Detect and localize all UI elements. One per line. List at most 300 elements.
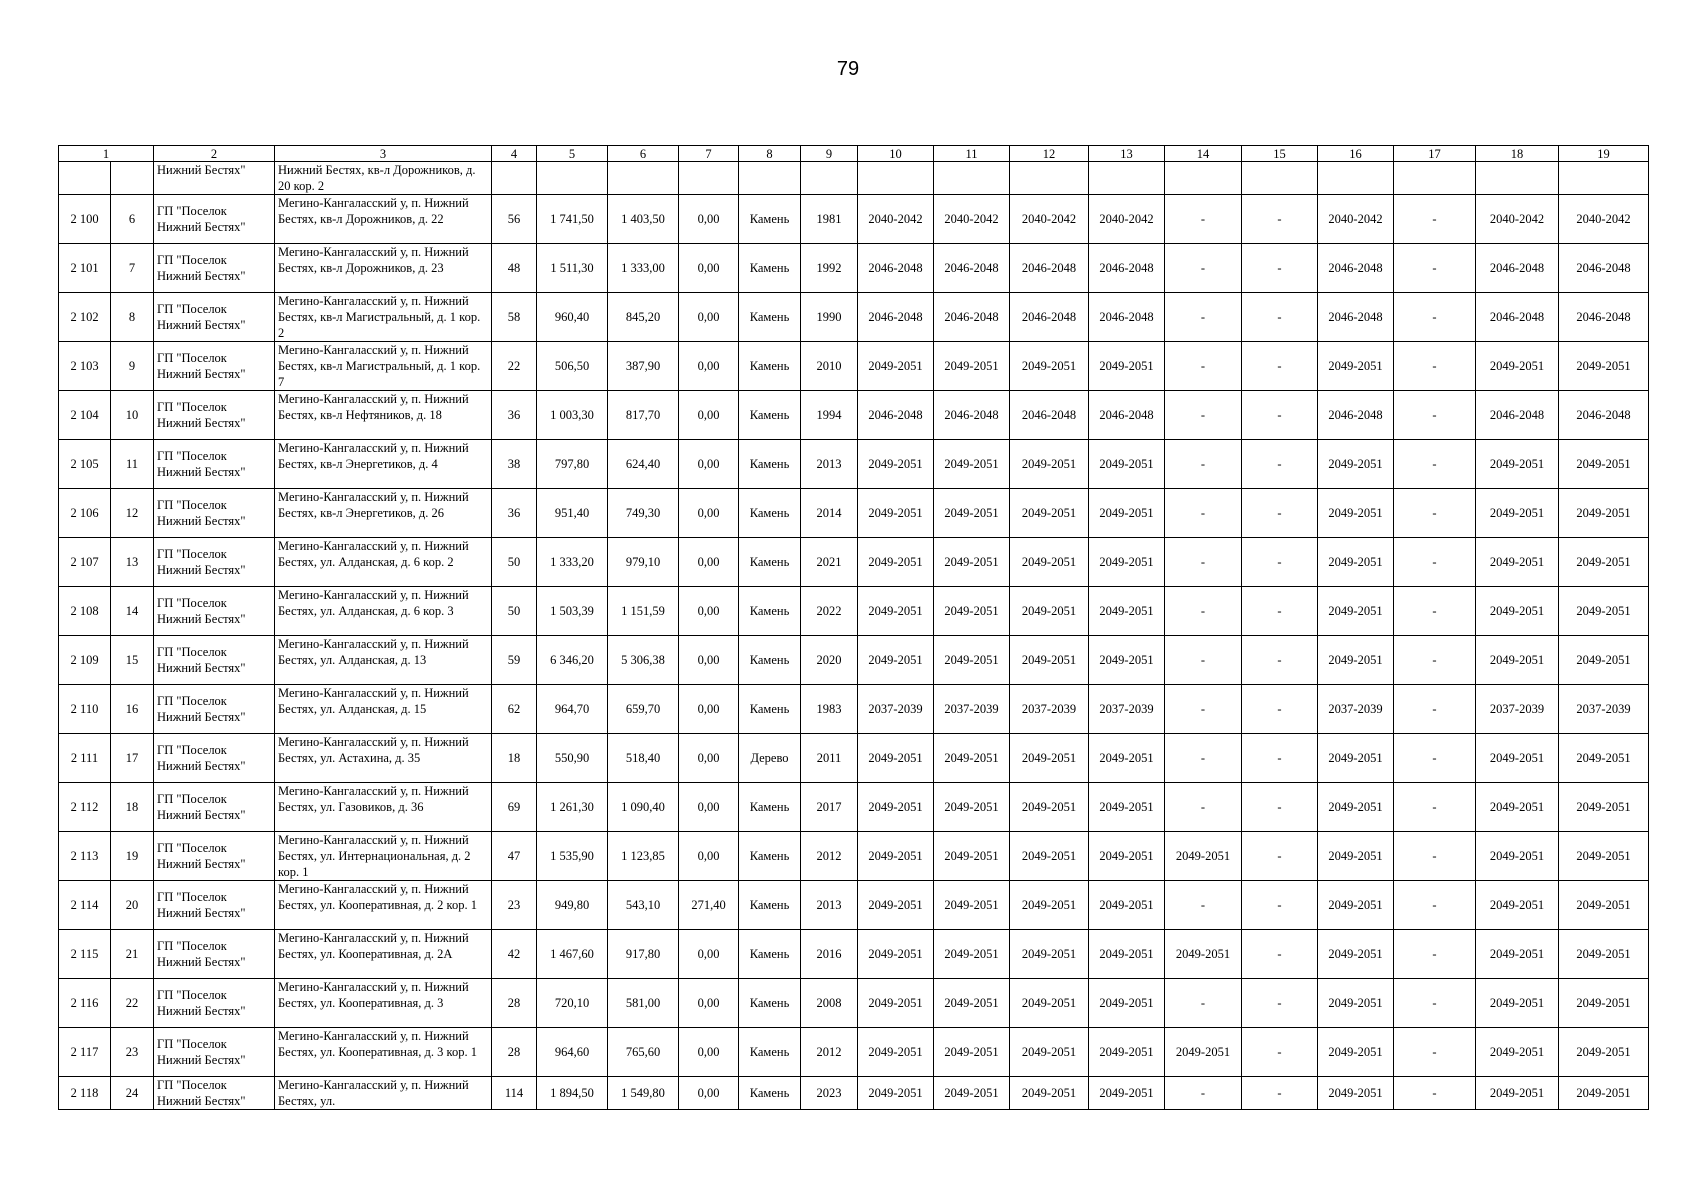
address-cell: Мегино-Кангаласский у, п. Нижний Бестях, ул. Кооперативная, д. 3 кор. 1 [275,1028,492,1077]
table-cell [608,162,679,195]
period-cell: - [1242,832,1318,881]
table-cell [1165,162,1242,195]
table-body [59,162,1649,1110]
settlement-cell: ГП "Поселок Нижний Бестях" [154,342,275,391]
period-cell: 2037-2039 [1010,685,1089,734]
period-cell: - [1394,391,1476,440]
period-cell: 2046-2048 [1318,391,1394,440]
count-cell: 36 [492,391,537,440]
column-header: 10 [858,146,934,162]
year-cell: 1983 [801,685,858,734]
sub-number-cell: 12 [111,489,154,538]
period-cell: - [1394,685,1476,734]
sub-number-cell: 19 [111,832,154,881]
period-cell: 2049-2051 [1089,832,1165,881]
count-cell: 58 [492,293,537,342]
material-cell: Дерево [739,734,801,783]
period-cell: - [1165,391,1242,440]
settlement-cell: ГП "Поселок Нижний Бестях" [154,1028,275,1077]
period-cell: 2049-2051 [934,342,1010,391]
housing-register-table [58,145,1649,1110]
period-cell: 2040-2042 [1089,195,1165,244]
table-cell [1559,162,1649,195]
period-cell: 2037-2039 [934,685,1010,734]
period-cell: 2049-2051 [1010,538,1089,587]
period-cell: 2049-2051 [934,587,1010,636]
period-cell: 2049-2051 [1318,636,1394,685]
area-cell: 817,70 [608,391,679,440]
period-cell: 2037-2039 [1559,685,1649,734]
period-cell: - [1242,1077,1318,1110]
count-cell: 38 [492,440,537,489]
table-row [59,391,1649,440]
period-cell: 2049-2051 [858,587,934,636]
area-cell: 1 403,50 [608,195,679,244]
period-cell: 2040-2042 [1318,195,1394,244]
table-row [59,1028,1649,1077]
year-cell: 1981 [801,195,858,244]
column-header: 6 [608,146,679,162]
area-cell: 765,60 [608,1028,679,1077]
address-cell: Мегино-Кангаласский у, п. Нижний Бестях, ул. Интернациональная, д. 2 кор. 1 [275,832,492,881]
period-cell: 2049-2051 [1476,734,1559,783]
period-cell: - [1242,979,1318,1028]
period-cell: 2049-2051 [1476,587,1559,636]
period-cell: 2049-2051 [1010,881,1089,930]
column-header: 17 [1394,146,1476,162]
settlement-cell: ГП "Поселок Нижний Бестях" [154,685,275,734]
sub-number-cell: 14 [111,587,154,636]
period-cell: 2049-2051 [1559,538,1649,587]
period-cell: 2046-2048 [934,293,1010,342]
row-number-cell: 2 110 [59,685,111,734]
period-cell: 2049-2051 [934,1077,1010,1110]
period-cell: 2049-2051 [1476,440,1559,489]
settlement-cell: ГП "Поселок Нижний Бестях" [154,636,275,685]
row-number-cell: 2 113 [59,832,111,881]
settlement-cell: ГП "Поселок Нижний Бестях" [154,489,275,538]
settlement-cell: ГП "Поселок Нижний Бестях" [154,832,275,881]
period-cell: - [1165,587,1242,636]
area-cell: 550,90 [537,734,608,783]
period-cell: 2049-2051 [1165,832,1242,881]
year-cell: 2014 [801,489,858,538]
period-cell: 2049-2051 [934,979,1010,1028]
area-cell: 964,70 [537,685,608,734]
year-cell: 2016 [801,930,858,979]
area-cell: 1 535,90 [537,832,608,881]
material-cell: Камень [739,587,801,636]
period-cell: - [1165,538,1242,587]
period-cell: 2046-2048 [1559,293,1649,342]
period-cell: 2049-2051 [1476,1028,1559,1077]
table-row [59,930,1649,979]
year-cell: 1992 [801,244,858,293]
period-cell: 2046-2048 [858,244,934,293]
address-cell: Мегино-Кангаласский у, п. Нижний Бестях, кв-л Дорожников, д. 23 [275,244,492,293]
area-cell: 960,40 [537,293,608,342]
table-cell [111,162,154,195]
column-header: 4 [492,146,537,162]
address-cell: Мегино-Кангаласский у, п. Нижний Бестях, ул. Алданская, д. 13 [275,636,492,685]
period-cell: 2049-2051 [858,489,934,538]
table-row [59,293,1649,342]
table-row [59,979,1649,1028]
period-cell: 2046-2048 [1318,244,1394,293]
column-number-row [59,146,1649,162]
period-cell: 2049-2051 [1318,979,1394,1028]
address-cell: Мегино-Кангаласский у, п. Нижний Бестях, ул. Алданская, д. 15 [275,685,492,734]
sub-number-cell: 16 [111,685,154,734]
area-cell: 271,40 [679,881,739,930]
period-cell: 2049-2051 [934,881,1010,930]
period-cell: 2049-2051 [1010,587,1089,636]
address-cell: Мегино-Кангаласский у, п. Нижний Бестях, ул. Газовиков, д. 36 [275,783,492,832]
address-cell: Мегино-Кангаласский у, п. Нижний Бестях, ул. Астахина, д. 35 [275,734,492,783]
period-cell: - [1165,440,1242,489]
period-cell: 2046-2048 [1089,293,1165,342]
row-number-cell: 2 104 [59,391,111,440]
count-cell: 69 [492,783,537,832]
table-cell [1089,162,1165,195]
area-cell: 0,00 [679,538,739,587]
period-cell: 2049-2051 [1559,587,1649,636]
area-cell: 720,10 [537,979,608,1028]
count-cell: 23 [492,881,537,930]
sub-number-cell: 10 [111,391,154,440]
settlement-cell: ГП "Поселок Нижний Бестях" [154,734,275,783]
table-cell [934,162,1010,195]
period-cell: 2046-2048 [1089,391,1165,440]
period-cell: - [1242,783,1318,832]
area-cell: 0,00 [679,832,739,881]
period-cell: 2046-2048 [1476,244,1559,293]
area-cell: 1 123,85 [608,832,679,881]
sub-number-cell: 7 [111,244,154,293]
period-cell: - [1165,1077,1242,1110]
row-number-cell: 2 117 [59,1028,111,1077]
material-cell: Камень [739,244,801,293]
period-cell: - [1394,930,1476,979]
column-header: 13 [1089,146,1165,162]
year-cell: 2010 [801,342,858,391]
sub-number-cell: 8 [111,293,154,342]
period-cell: 2049-2051 [1476,832,1559,881]
period-cell: 2049-2051 [1318,538,1394,587]
count-cell: 28 [492,979,537,1028]
material-cell: Камень [739,1028,801,1077]
sub-number-cell: 21 [111,930,154,979]
period-cell: 2049-2051 [1318,489,1394,538]
table-cell [492,162,537,195]
period-cell: - [1394,440,1476,489]
count-cell: 48 [492,244,537,293]
period-cell: 2049-2051 [1089,636,1165,685]
area-cell: 0,00 [679,685,739,734]
sub-number-cell: 20 [111,881,154,930]
row-number-cell: 2 116 [59,979,111,1028]
area-cell: 0,00 [679,440,739,489]
table-row [59,538,1649,587]
table-cell [679,162,739,195]
period-cell: - [1242,1028,1318,1077]
material-cell: Камень [739,783,801,832]
area-cell: 1 003,30 [537,391,608,440]
settlement-cell: ГП "Поселок Нижний Бестях" [154,587,275,636]
period-cell: - [1165,685,1242,734]
material-cell: Камень [739,342,801,391]
row-number-cell: 2 108 [59,587,111,636]
column-header: 2 [154,146,275,162]
count-cell: 42 [492,930,537,979]
period-cell: 2049-2051 [858,979,934,1028]
area-cell: 0,00 [679,734,739,783]
period-cell: 2049-2051 [1318,1028,1394,1077]
period-cell: - [1165,489,1242,538]
year-cell: 1990 [801,293,858,342]
period-cell: - [1165,783,1242,832]
period-cell: 2037-2039 [1318,685,1394,734]
sub-number-cell: 11 [111,440,154,489]
page-number: 79 [836,58,860,80]
area-cell: 0,00 [679,979,739,1028]
count-cell: 50 [492,587,537,636]
settlement-cell: ГП "Поселок Нижний Бестях" [154,783,275,832]
period-cell: 2049-2051 [934,832,1010,881]
period-cell: 2049-2051 [1010,979,1089,1028]
period-cell: 2046-2048 [1476,293,1559,342]
period-cell: 2049-2051 [1559,342,1649,391]
table-row [59,244,1649,293]
period-cell: - [1394,1028,1476,1077]
period-cell: - [1165,979,1242,1028]
period-cell: 2049-2051 [1010,440,1089,489]
settlement-cell: ГП "Поселок Нижний Бестях" [154,244,275,293]
row-number-cell: 2 106 [59,489,111,538]
area-cell: 1 741,50 [537,195,608,244]
count-cell: 28 [492,1028,537,1077]
year-cell: 2021 [801,538,858,587]
row-number-cell: 2 107 [59,538,111,587]
period-cell: 2049-2051 [1089,783,1165,832]
column-header: 12 [1010,146,1089,162]
table-cell [739,162,801,195]
period-cell: - [1242,538,1318,587]
period-cell: - [1394,979,1476,1028]
period-cell: 2037-2039 [1476,685,1559,734]
period-cell: 2049-2051 [1165,1028,1242,1077]
year-cell: 2013 [801,881,858,930]
count-cell: 47 [492,832,537,881]
period-cell: 2049-2051 [1010,342,1089,391]
area-cell: 797,80 [537,440,608,489]
period-cell: 2049-2051 [1089,587,1165,636]
period-cell: 2049-2051 [1089,979,1165,1028]
row-number-cell: 2 115 [59,930,111,979]
material-cell: Камень [739,391,801,440]
period-cell: - [1242,881,1318,930]
period-cell: 2049-2051 [858,881,934,930]
period-cell: - [1242,244,1318,293]
period-cell: 2049-2051 [1318,342,1394,391]
row-number-cell: 2 105 [59,440,111,489]
period-cell: 2049-2051 [1318,440,1394,489]
area-cell: 964,60 [537,1028,608,1077]
column-header: 18 [1476,146,1559,162]
area-cell: 0,00 [679,489,739,538]
area-cell: 1 261,30 [537,783,608,832]
column-header: 11 [934,146,1010,162]
area-cell: 1 511,30 [537,244,608,293]
row-number-cell: 2 102 [59,293,111,342]
year-cell: 2011 [801,734,858,783]
period-cell: 2049-2051 [1089,734,1165,783]
period-cell: 2049-2051 [858,342,934,391]
period-cell: 2049-2051 [1476,979,1559,1028]
period-cell: 2037-2039 [1089,685,1165,734]
period-cell: - [1242,195,1318,244]
settlement-cell: ГП "Поселок Нижний Бестях" [154,391,275,440]
settlement-cell: Нижний Бестях" [154,162,275,195]
area-cell: 543,10 [608,881,679,930]
table-cell [1476,162,1559,195]
period-cell: 2049-2051 [858,538,934,587]
period-cell: 2049-2051 [1010,489,1089,538]
area-cell: 1 151,59 [608,587,679,636]
area-cell: 749,30 [608,489,679,538]
period-cell: - [1242,685,1318,734]
period-cell: 2046-2048 [1089,244,1165,293]
column-header: 9 [801,146,858,162]
period-cell: 2049-2051 [934,489,1010,538]
table-row [59,342,1649,391]
sub-number-cell: 18 [111,783,154,832]
settlement-cell: ГП "Поселок Нижний Бестях" [154,440,275,489]
period-cell: - [1242,440,1318,489]
row-number-cell: 2 112 [59,783,111,832]
column-header: 19 [1559,146,1649,162]
period-cell: 2046-2048 [934,244,1010,293]
area-cell: 387,90 [608,342,679,391]
period-cell: 2049-2051 [1559,1028,1649,1077]
table-cell [1242,162,1318,195]
area-cell: 5 306,38 [608,636,679,685]
material-cell: Камень [739,685,801,734]
row-number-cell: 2 114 [59,881,111,930]
period-cell: 2040-2042 [1010,195,1089,244]
material-cell: Камень [739,979,801,1028]
period-cell: 2049-2051 [1476,783,1559,832]
period-cell: - [1165,195,1242,244]
period-cell: 2040-2042 [934,195,1010,244]
row-number-cell: 2 109 [59,636,111,685]
period-cell: 2046-2048 [858,293,934,342]
period-cell: 2049-2051 [1476,342,1559,391]
period-cell: - [1242,930,1318,979]
period-cell: 2046-2048 [1010,293,1089,342]
table-row [59,440,1649,489]
period-cell: 2049-2051 [858,1077,934,1110]
material-cell: Камень [739,440,801,489]
address-cell: Мегино-Кангаласский у, п. Нижний Бестях, кв-л Энергетиков, д. 26 [275,489,492,538]
table-cell [858,162,934,195]
table-cell [537,162,608,195]
area-cell: 949,80 [537,881,608,930]
period-cell: 2049-2051 [1089,440,1165,489]
period-cell: 2049-2051 [1476,636,1559,685]
address-cell: Мегино-Кангаласский у, п. Нижний Бестях, кв-л Магистральный, д. 1 кор. 7 [275,342,492,391]
table-cell [1394,162,1476,195]
period-cell: 2049-2051 [1559,979,1649,1028]
count-cell: 62 [492,685,537,734]
period-cell: 2049-2051 [1476,489,1559,538]
area-cell: 0,00 [679,587,739,636]
year-cell: 1994 [801,391,858,440]
area-cell: 0,00 [679,244,739,293]
period-cell: 2049-2051 [1089,538,1165,587]
period-cell: - [1394,587,1476,636]
count-cell: 22 [492,342,537,391]
period-cell: 2049-2051 [1089,1077,1165,1110]
count-cell: 56 [492,195,537,244]
period-cell: 2049-2051 [1559,881,1649,930]
period-cell: 2049-2051 [1010,1077,1089,1110]
period-cell: - [1242,391,1318,440]
year-cell: 2022 [801,587,858,636]
period-cell: - [1394,538,1476,587]
period-cell: 2049-2051 [1010,783,1089,832]
year-cell: 2013 [801,440,858,489]
address-cell: Мегино-Кангаласский у, п. Нижний Бестях, ул. Алданская, д. 6 кор. 3 [275,587,492,636]
material-cell: Камень [739,881,801,930]
year-cell: 2012 [801,832,858,881]
area-cell: 0,00 [679,1028,739,1077]
period-cell: - [1394,1077,1476,1110]
period-cell: 2049-2051 [1476,1077,1559,1110]
area-cell: 518,40 [608,734,679,783]
settlement-cell: ГП "Поселок Нижний Бестях" [154,1077,275,1110]
period-cell: - [1394,342,1476,391]
year-cell: 2012 [801,1028,858,1077]
area-cell: 0,00 [679,930,739,979]
area-cell: 0,00 [679,636,739,685]
address-cell: Мегино-Кангаласский у, п. Нижний Бестях, ул. Кооперативная, д. 3 [275,979,492,1028]
period-cell: - [1165,881,1242,930]
area-cell: 6 346,20 [537,636,608,685]
area-cell: 1 503,39 [537,587,608,636]
table-row [59,1077,1649,1110]
area-cell: 624,40 [608,440,679,489]
table-row [59,195,1649,244]
period-cell: 2049-2051 [1010,734,1089,783]
settlement-cell: ГП "Поселок Нижний Бестях" [154,979,275,1028]
settlement-cell: ГП "Поселок Нижний Бестях" [154,293,275,342]
period-cell: 2049-2051 [858,930,934,979]
table-cell [59,162,111,195]
area-cell: 506,50 [537,342,608,391]
sub-number-cell: 13 [111,538,154,587]
table-row [59,881,1649,930]
material-cell: Камень [739,1077,801,1110]
period-cell: 2046-2048 [1559,244,1649,293]
material-cell: Камень [739,489,801,538]
area-cell: 1 467,60 [537,930,608,979]
column-header: 8 [739,146,801,162]
area-cell: 951,40 [537,489,608,538]
table-row [59,636,1649,685]
period-cell: 2049-2051 [1476,881,1559,930]
area-cell: 0,00 [679,1077,739,1110]
